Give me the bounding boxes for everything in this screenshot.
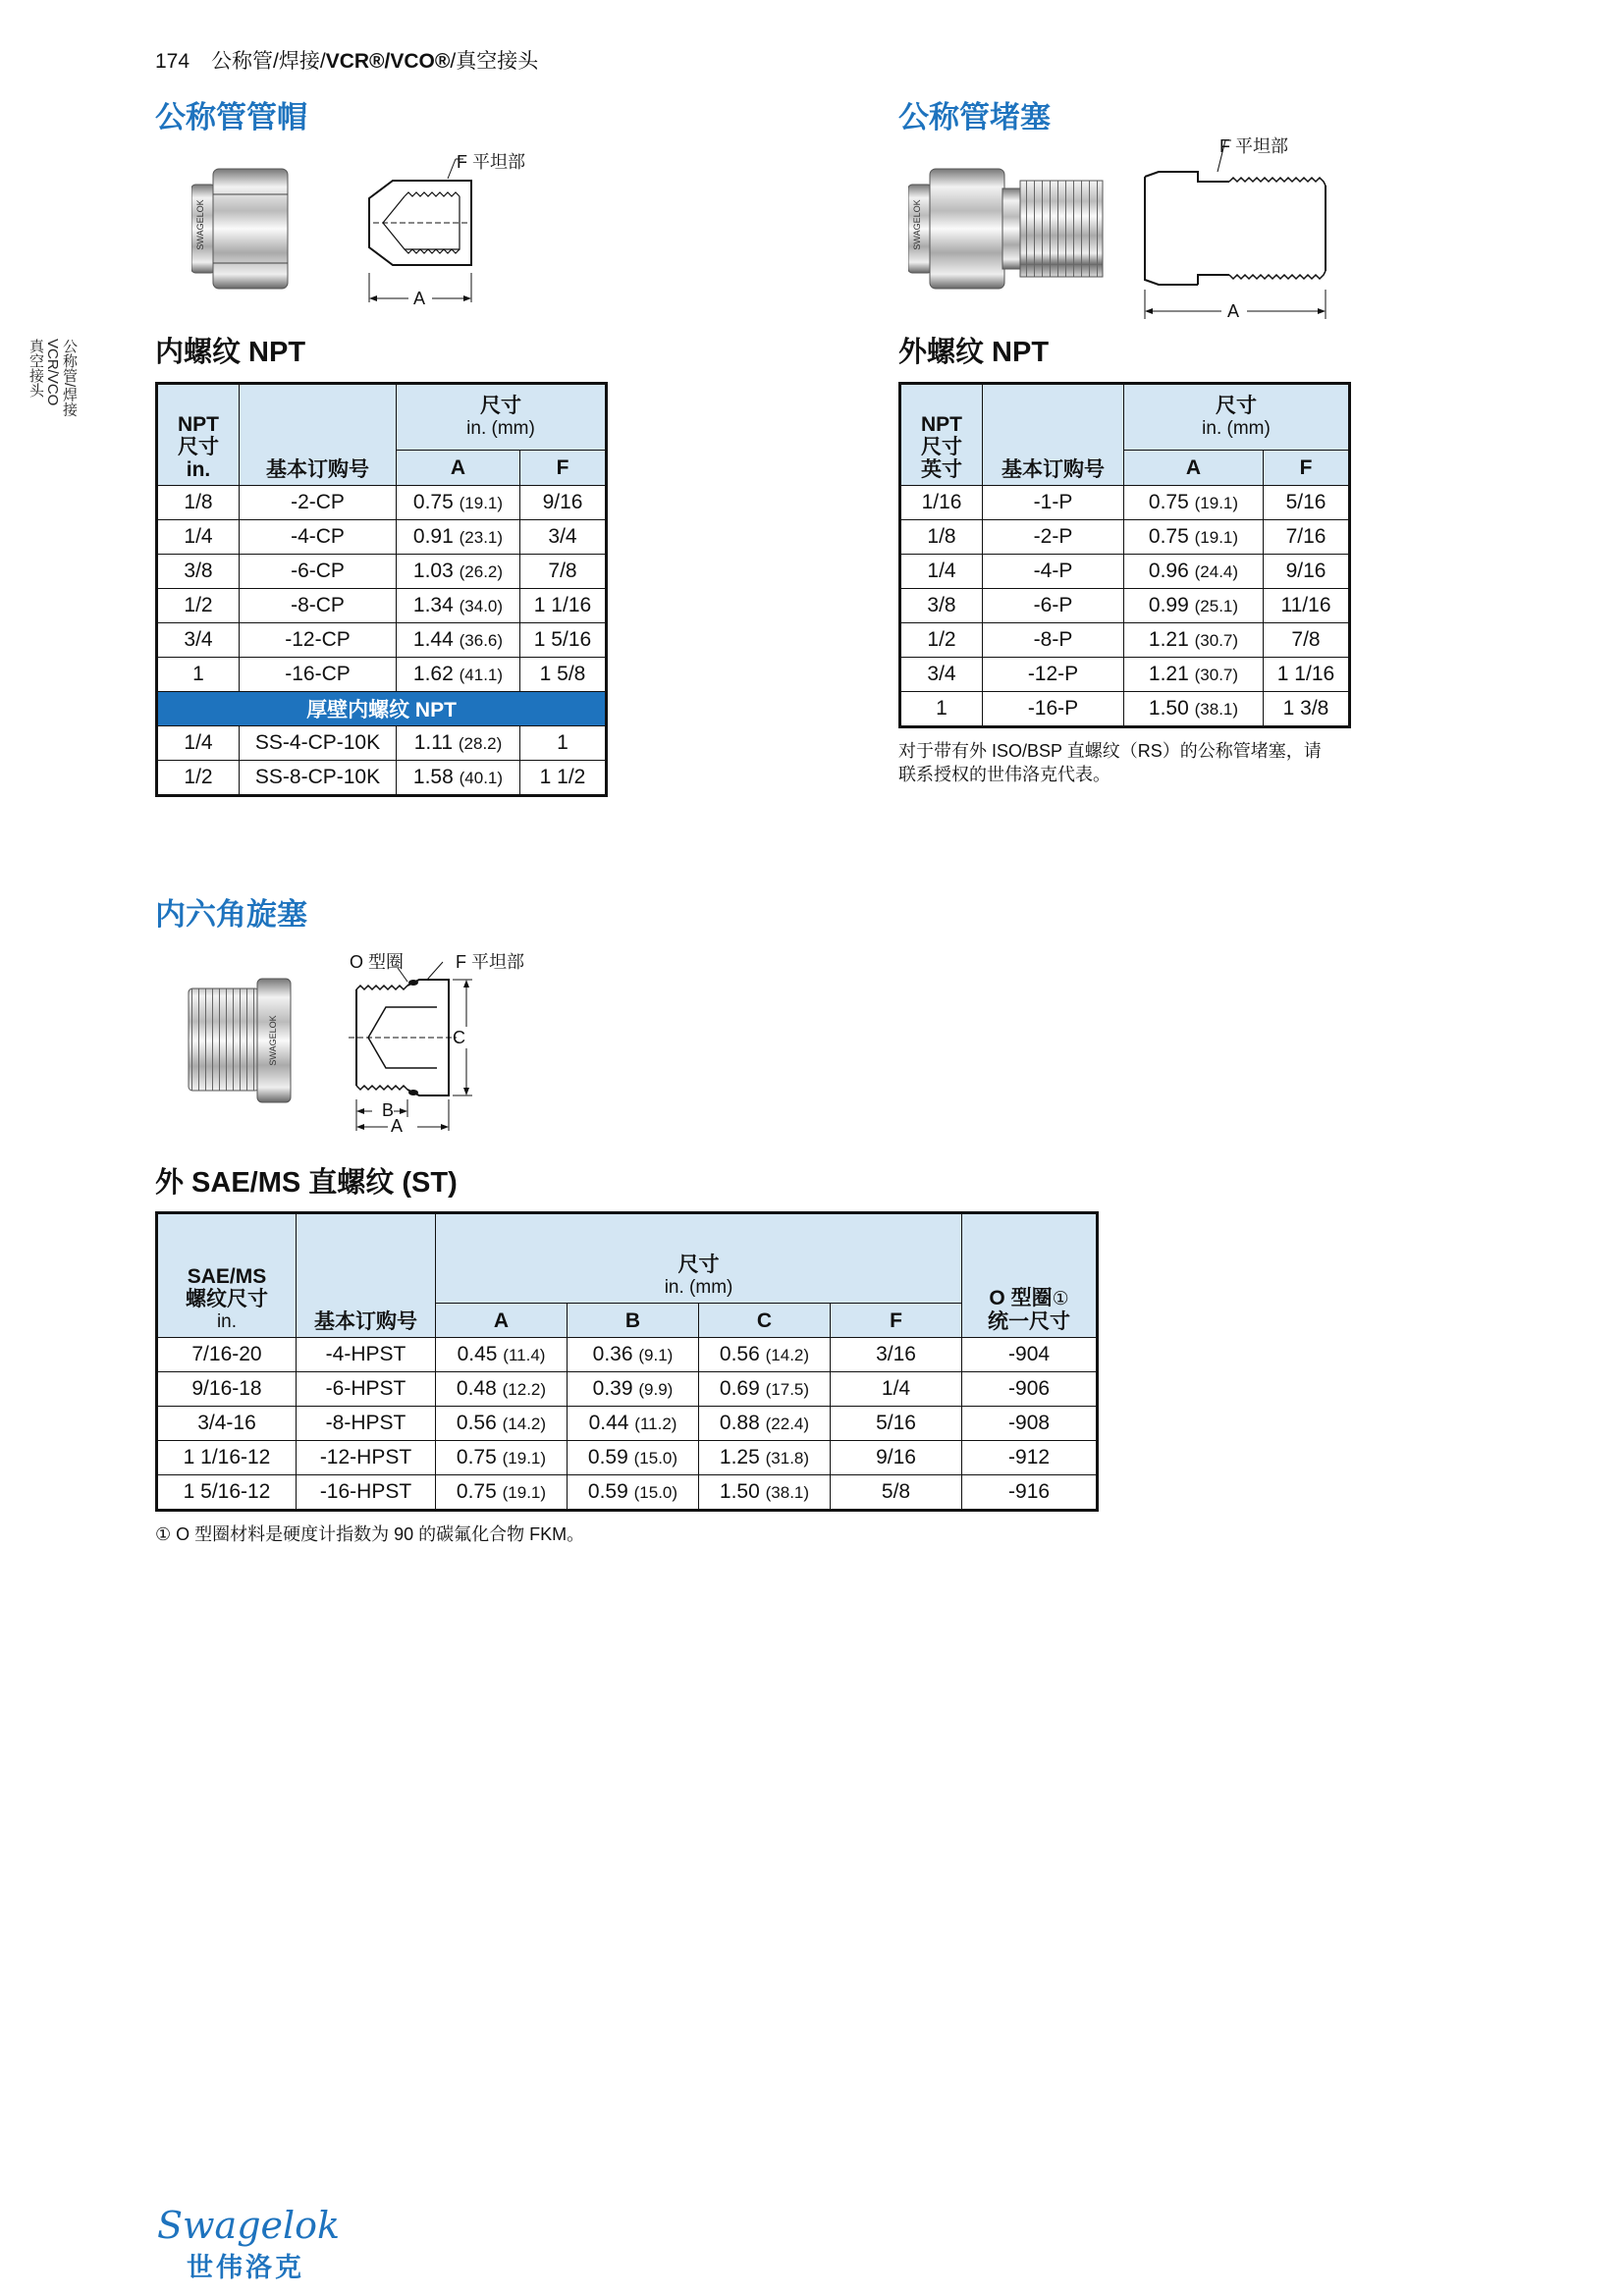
hex-dim-c-label: C: [453, 1028, 465, 1047]
hex-col-b: B: [568, 1304, 699, 1338]
plug-spec-table: [898, 382, 1351, 728]
table-row: 1/4 -4-CP 0.91 (23.1) 3/4: [157, 520, 607, 555]
header-title-vco: VCO®: [390, 50, 451, 73]
cap-title: 公称管管帽: [155, 100, 307, 134]
cap-col-order: 基本订购号: [240, 384, 397, 486]
header-title-post: /真空接头: [450, 50, 539, 73]
hex-dim-a-label: A: [391, 1116, 404, 1136]
plug-subtitle: 外螺纹 NPT: [898, 337, 1050, 368]
plug-cross-section-drawing: [1139, 133, 1335, 324]
side-tab-line1: 公称管/焊接: [61, 339, 78, 417]
table-row: 1/16 -1-P 0.75 (19.1) 5/16: [900, 486, 1350, 520]
table-row: 1/4 SS-4-CP-10K 1.11 (28.2) 1: [157, 726, 607, 761]
table-row: 1 -16-P 1.50 (38.1) 1 3/8: [900, 692, 1350, 727]
hex-spec-table: [155, 1211, 1099, 1512]
cap-subtitle: 内螺纹 NPT: [155, 337, 306, 368]
table-row: 3/8 -6-CP 1.03 (26.2) 7/8: [157, 555, 607, 589]
plug-title: 公称管堵塞: [898, 100, 1051, 134]
hex-subtitle: 外 SAE/MS 直螺纹 (ST): [155, 1167, 458, 1199]
cap-spec-table: [155, 382, 608, 797]
cap-col-size: NPT 尺寸 in.: [157, 384, 240, 486]
swagelok-logo-text: Swagelok: [157, 2204, 341, 2247]
hex-col-size: SAE/MS 螺纹尺寸 in.: [157, 1213, 297, 1338]
plug-col-dims: 尺寸 in. (mm): [1124, 384, 1350, 451]
plug-dim-a-label: A: [1227, 301, 1240, 321]
cap-col-a: A: [397, 450, 520, 485]
plug-col-order: 基本订购号: [983, 384, 1124, 486]
page-header: [155, 45, 538, 75]
table-row: 3/4 -12-CP 1.44 (36.6) 1 5/16: [157, 623, 607, 658]
hex-flat-label: F 平坦部: [456, 952, 524, 972]
plug-photo-brand: SWAGELOK: [912, 199, 922, 250]
cap-col-dims: 尺寸 in. (mm): [397, 384, 607, 451]
side-tab-line2: VCR/VCO: [44, 339, 61, 406]
table-row: 7/16-20 -4-HPST 0.45 (11.4) 0.36 (9.1) 0.56 (14.2) 3/16 -904: [157, 1338, 1098, 1372]
cap-photo-image: [191, 167, 290, 291]
hex-plug-cross-section-drawing: [339, 952, 496, 1134]
hex-footnote: ① O 型圈材料是硬度计指数为 90 的碳氟化合物 FKM。: [155, 1524, 585, 1544]
table-row: 3/4-16 -8-HPST 0.56 (14.2) 0.44 (11.2) 0.88 (22.4) 5/16 -908: [157, 1407, 1098, 1441]
table-row: 9/16-18 -6-HPST 0.48 (12.2) 0.39 (9.9) 0.69 (17.5) 1/4 -906: [157, 1372, 1098, 1407]
hex-plug-photo-image: [185, 977, 293, 1104]
table-row: 3/4 -12-P 1.21 (30.7) 1 1/16: [900, 658, 1350, 692]
hex-oring-label: O 型圈: [350, 952, 405, 972]
hex-col-dims: 尺寸 in. (mm): [436, 1213, 962, 1304]
hex-col-order: 基本订购号: [297, 1213, 436, 1338]
hex-col-oring: O 型圈① 统一尺寸: [962, 1213, 1098, 1338]
header-title-vcr: VCR®: [325, 50, 385, 73]
table-row: 1/2 -8-P 1.21 (30.7) 7/8: [900, 623, 1350, 658]
plug-col-size: NPT 尺寸 英寸: [900, 384, 983, 486]
plug-col-a: A: [1124, 450, 1264, 485]
side-tab-line3: 真空接头: [27, 339, 44, 398]
table-row: 1 -16-CP 1.62 (41.1) 1 5/8: [157, 658, 607, 692]
hex-col-c: C: [699, 1304, 831, 1338]
cap-section-heavy-wall: 厚壁内螺纹 NPT: [157, 692, 607, 726]
hex-col-a: A: [436, 1304, 568, 1338]
table-row: 1/2 -8-CP 1.34 (34.0) 1 1/16: [157, 589, 607, 623]
plug-photo-image: [908, 167, 1105, 291]
hex-photo-brand: SWAGELOK: [268, 1015, 278, 1066]
table-row: 3/8 -6-P 0.99 (25.1) 11/16: [900, 589, 1350, 623]
swagelok-logo-cn: 世伟洛克: [187, 2253, 304, 2282]
table-row: 1/8 -2-P 0.75 (19.1) 7/16: [900, 520, 1350, 555]
cap-photo-brand: SWAGELOK: [195, 199, 205, 250]
page-number: 174: [155, 50, 190, 73]
cap-col-f: F: [520, 450, 607, 485]
hex-title: 内六角旋塞: [155, 897, 307, 932]
plug-note: 对于带有外 ISO/BSP 直螺纹（RS）的公称管堵塞，请 联系授权的世伟洛克代表。: [898, 741, 1322, 784]
table-row: 1/8 -2-CP 0.75 (19.1) 9/16: [157, 486, 607, 520]
plug-flat-label: F 平坦部: [1219, 136, 1288, 156]
cap-dim-a-label: A: [413, 289, 426, 308]
table-row: 1 1/16-12 -12-HPST 0.75 (19.1) 0.59 (15.0) 1.25 (31.8) 9/16 -912: [157, 1441, 1098, 1475]
table-row: 1/4 -4-P 0.96 (24.4) 9/16: [900, 555, 1350, 589]
side-tab: [27, 339, 78, 416]
hex-col-f: F: [831, 1304, 962, 1338]
table-row: 1 5/16-12 -16-HPST 0.75 (19.1) 0.59 (15.0) 1.50 (38.1) 5/8 -916: [157, 1475, 1098, 1511]
hex-dim-b-label: B: [382, 1100, 395, 1120]
header-title-sep: /: [384, 50, 391, 73]
plug-col-f: F: [1264, 450, 1350, 485]
table-row: 1/2 SS-8-CP-10K 1.58 (40.1) 1 1/2: [157, 761, 607, 796]
header-title-pre: 公称管/焊接/: [211, 50, 326, 73]
cap-flat-label: F 平坦部: [457, 152, 525, 172]
